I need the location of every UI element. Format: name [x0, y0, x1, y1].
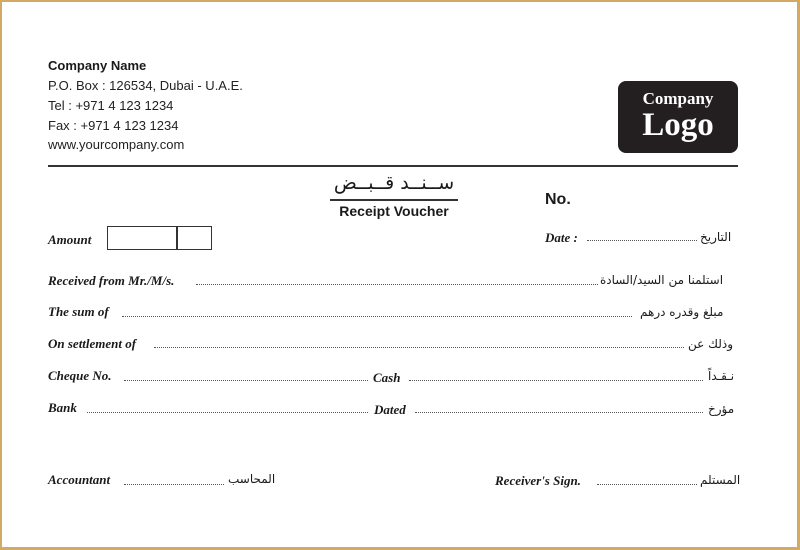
- cash-arabic: نـقـداً: [708, 369, 735, 383]
- header-divider: [48, 165, 738, 167]
- company-website: www.yourcompany.com: [48, 137, 185, 152]
- company-tel: Tel : +971 4 123 1234: [48, 98, 174, 113]
- receiver-arabic: المستلم: [700, 473, 741, 487]
- date-field[interactable]: [587, 240, 697, 241]
- logo-line2: Logo: [642, 107, 714, 143]
- amount-divider: [176, 227, 178, 249]
- dated-label: Dated: [374, 402, 406, 417]
- date-label: Date :: [545, 230, 578, 245]
- accountant-arabic: المحاسب: [228, 472, 276, 486]
- settlement-arabic: وذلك عن: [688, 337, 734, 351]
- accountant-label: Accountant: [48, 472, 111, 487]
- bank-label: Bank: [48, 400, 77, 415]
- received-from-field[interactable]: [196, 284, 598, 285]
- receiver-signature-field[interactable]: [597, 484, 697, 485]
- dated-arabic: مؤرخ: [708, 402, 735, 416]
- company-fax: Fax : +971 4 123 1234: [48, 118, 179, 133]
- sum-of-arabic: مبلغ وقدره درهم: [640, 305, 724, 319]
- sum-of-label: The sum of: [48, 304, 109, 319]
- title-english: Receipt Voucher: [339, 203, 449, 219]
- amount-field[interactable]: [107, 226, 212, 250]
- title-underline: [330, 199, 458, 201]
- company-address: P.O. Box : 126534, Dubai - U.A.E.: [48, 78, 243, 93]
- date-label-arabic: التاريخ: [700, 230, 732, 244]
- logo-line1: Company: [642, 89, 714, 108]
- received-from-arabic: استلمنا من السيد/السادة: [600, 273, 724, 287]
- amount-label: Amount: [48, 232, 92, 247]
- settlement-label: On settlement of: [48, 336, 137, 351]
- company-logo: [618, 81, 738, 153]
- bank-field[interactable]: [87, 412, 368, 413]
- cash-field[interactable]: [409, 380, 703, 381]
- accountant-signature-field[interactable]: [124, 484, 224, 485]
- title-arabic: ســنــد قــبــض: [333, 172, 455, 194]
- cash-label: Cash: [373, 370, 401, 385]
- receiver-sign-label: Receiver's Sign.: [495, 473, 581, 488]
- settlement-field[interactable]: [154, 347, 684, 348]
- dated-field[interactable]: [415, 412, 703, 413]
- received-from-label: Received from Mr./M/s.: [48, 273, 175, 288]
- cheque-field[interactable]: [124, 380, 368, 381]
- sum-of-field[interactable]: [122, 316, 632, 317]
- company-name: Company Name: [48, 58, 147, 73]
- voucher-number-label: No.: [545, 191, 571, 208]
- cheque-label: Cheque No.: [48, 368, 112, 383]
